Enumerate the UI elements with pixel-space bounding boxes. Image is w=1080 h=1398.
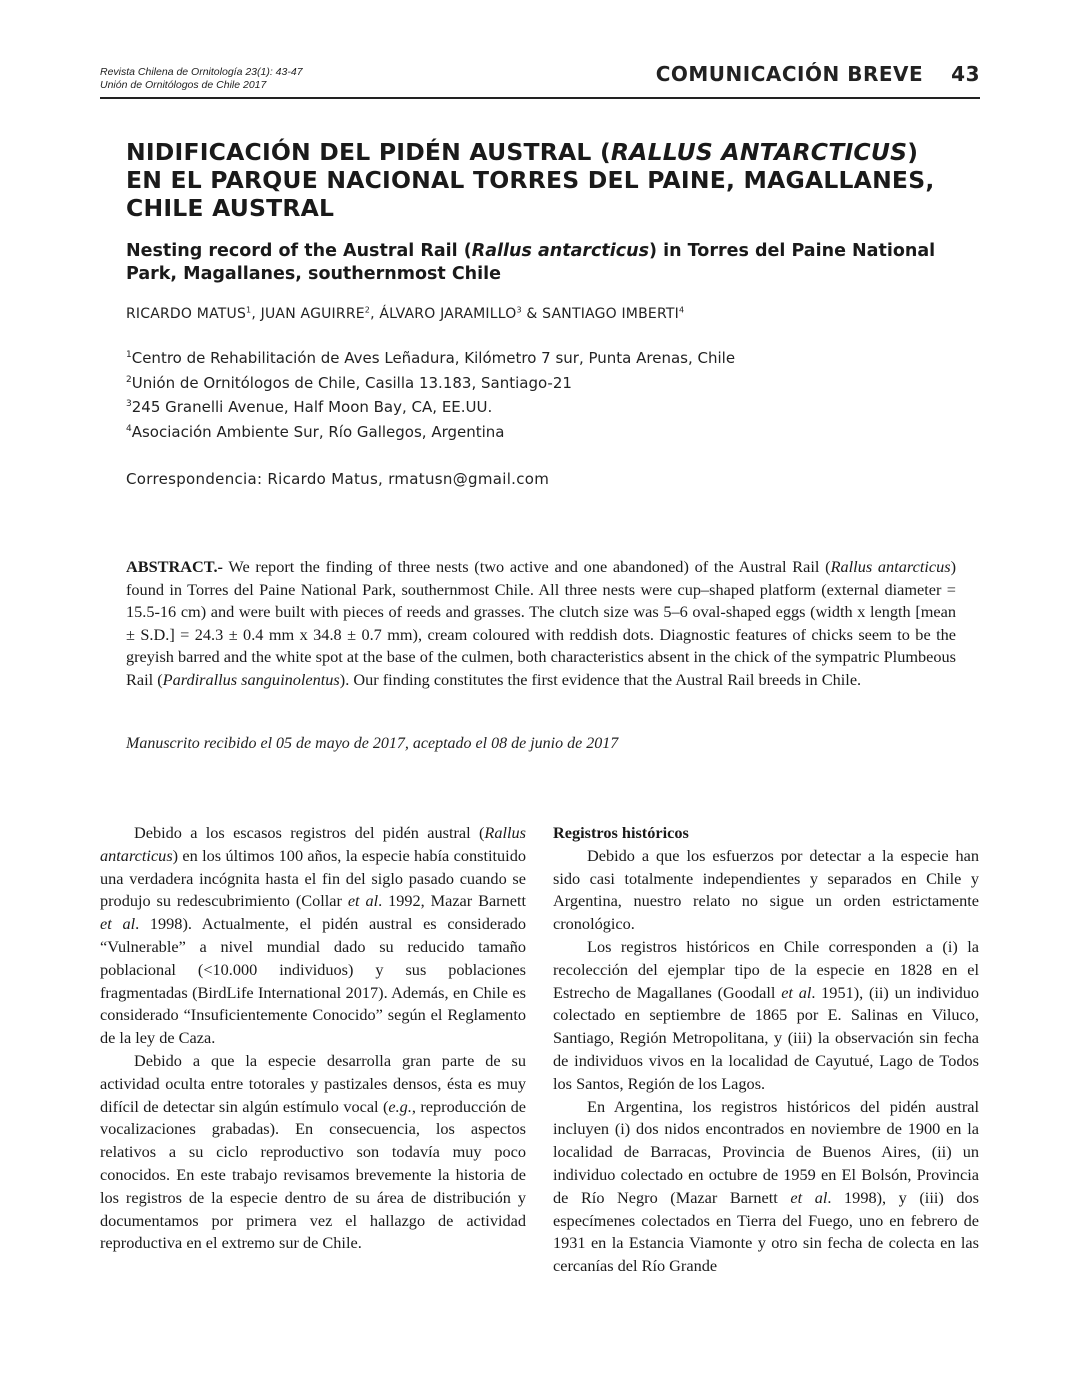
author-separator: , bbox=[370, 305, 380, 322]
abstract-text: We report the finding of three nests (two active and one abandoned) of the Austral Rail ( bbox=[222, 557, 831, 576]
body-column-right bbox=[553, 822, 979, 1278]
text-run: . 1998), y (iii) dos especímenes colectados en Tierra del Fuego, uno en febrero de 1931 en la Estancia Viamonte y otro sin fecha de colecta en las cercanías del Río Grande bbox=[553, 1187, 979, 1276]
paragraph bbox=[100, 1050, 526, 1255]
title-es-part: ) EN EL PARQUE NACIONAL TORRES DEL PAINE, MAGALLANES, CHILE AUSTRAL bbox=[126, 138, 935, 222]
author-name: ÁLVARO JARAMILLO bbox=[379, 305, 517, 322]
affiliation-text: Unión de Ornitólogos de Chile, Casilla 13.183, Santiago-21 bbox=[131, 373, 572, 392]
affiliation-text: Asociación Ambiente Sur, Río Gallegos, Argentina bbox=[131, 422, 505, 441]
header-divider bbox=[100, 97, 980, 99]
author-name: SANTIAGO IMBERTI bbox=[542, 305, 679, 322]
citation-etal: et al bbox=[347, 891, 379, 911]
text-run: Los registros históricos en Chile corresponden a (i) la recolección del ejemplar tipo de la especie en 1828 en el Estrecho de Magallanes (Goodall bbox=[553, 936, 979, 1002]
author bbox=[542, 306, 684, 322]
body-column-left bbox=[100, 822, 526, 1255]
title-spanish bbox=[126, 138, 956, 222]
affiliation-mark: 2 bbox=[126, 374, 132, 385]
page-number: 43 bbox=[951, 62, 980, 86]
affiliation-mark: 1 bbox=[126, 350, 132, 360]
paragraph: Debido a que los esfuerzos por detectar a la especie han sido casi totalmente independientes y separados en Chile y Argentina, nuestro relato no sigue un orden estrictamente cronológico. bbox=[553, 845, 979, 934]
section-label: COMUNICACIÓN BREVE bbox=[655, 62, 924, 86]
affiliation-mark: 3 bbox=[126, 399, 132, 409]
title-es-species: RALLUS ANTARCTICUS bbox=[610, 138, 908, 166]
correspondence-line: Correspondencia: Ricardo Matus, rmatusn@gmail.com bbox=[126, 470, 550, 488]
affiliation bbox=[126, 394, 735, 419]
section-header bbox=[656, 62, 980, 86]
author-name: JUAN AGUIRRE bbox=[260, 305, 365, 322]
section-heading: Registros históricos bbox=[553, 823, 689, 842]
citation-etal: et al bbox=[781, 982, 812, 1002]
abstract-species: Rallus antarcticus bbox=[830, 557, 951, 576]
affiliation bbox=[126, 345, 735, 370]
author bbox=[379, 306, 542, 322]
abstract-species: Pardirallus sanguinolentus bbox=[162, 669, 340, 689]
affiliation-text: 245 Granelli Avenue, Half Moon Bay, CA, EE.UU. bbox=[131, 398, 493, 416]
text-run: , reproducción de vocalizaciones grabadas). En consecuencia, los aspectos relativos a su ciclo reproductivo son todavía muy poco conocidos. En este trabajo revisamos brevemente la historia de los registros de la especie dentro de su área de distribución y documentamos por primera vez el hallazgo de actividad reproductiva en el extremo sur de Chile. bbox=[100, 1096, 527, 1253]
author-list bbox=[126, 305, 684, 322]
text-run: . 1951), (ii) un individuo colectado en septiembre de 1865 por E. Salinas en Viluco, Santiago, Región Metropolitana, y (iii) la observación sin fecha de individuos vivos en la localidad de Cayutué, Lago de Todos los Santos, Región de los Lagos. bbox=[553, 982, 980, 1093]
journal-publisher: Unión de Ornitólogos de Chile 2017 bbox=[100, 79, 267, 91]
text-run: ) en los últimos 100 años, la especie había constituido una verdadera incógnita hasta el fin del siglo pasado cuando se produjo su redescubrimiento (Collar bbox=[100, 845, 526, 911]
title-english bbox=[126, 240, 966, 286]
text-run: En Argentina, los registros históricos del pidén austral incluyen (i) dos nidos encontrados en noviembre de 1900 en la localidad de Barracas, Provincia de Buenos Aires, (ii) un individuo colectado en octubre de 1959 en El Bolsón, Provincia de Río Negro (Mazar Barnett bbox=[553, 1096, 979, 1207]
abstract-text: ). Our finding constitutes the first evidence that the Austral Rail breeds in Chile. bbox=[339, 669, 862, 689]
author-affil-mark: 1 bbox=[246, 305, 252, 314]
abstract-text: ) found in Torres del Paine National Park, southernmost Chile. All three nests were cup–shaped platform (external diameter = 15.5-16 cm) and were built with pieces of reeds and grasses. The clutch size was 5–6 oval-shaped eggs (width x length [mean ± S.D.] = 24.3 ± 0.4 mm x 34.8 ± 0.7 mm), cream coloured with reddish dots. Diagnostic features of chicks seem to be the greyish barred and the white spot at the base of the culmen, both characteristics absent in the chick of the sympatric Plumbeous Rail ( bbox=[126, 557, 956, 689]
affiliation-list bbox=[126, 345, 735, 443]
title-en-part: ) in Torres del Paine National Park, Magallanes, southernmost Chile bbox=[126, 241, 936, 284]
text-run: . 1998). Actualmente, el pidén austral es considerado “Vulnerable” a nivel mundial dado su reducido tamaño poblacional (<10.000 individuos) y sus poblaciones fragmentadas (BirdLife International 2017). Además, en Chile es considerado “Insuficientemente Conocido” según el Reglamento de la ley de Caza. bbox=[100, 914, 526, 1048]
author-separator: & bbox=[521, 305, 543, 322]
citation-etal: et al bbox=[100, 914, 136, 934]
author-name: RICARDO MATUS bbox=[126, 305, 247, 322]
affiliation-text: Centro de Rehabilitación de Aves Leñadura, Kilómetro 7 sur, Punta Arenas, Chile bbox=[131, 349, 736, 367]
journal-citation: Revista Chilena de Ornitología 23(1): 43-47 bbox=[100, 66, 303, 78]
text-run: Debido a los escasos registros del pidén austral ( bbox=[134, 823, 485, 842]
author-affil-mark: 3 bbox=[516, 305, 522, 314]
text-run: . 1992, Mazar Barnett bbox=[378, 891, 527, 911]
affiliation bbox=[126, 370, 735, 395]
affiliation bbox=[126, 419, 735, 444]
author-affil-mark: 2 bbox=[364, 305, 371, 314]
author-separator: , bbox=[251, 305, 261, 322]
species-name: Rallus antarcticus bbox=[100, 823, 526, 865]
author bbox=[261, 306, 380, 322]
italic-abbrev: e.g. bbox=[388, 1096, 412, 1116]
abstract-lead: ABSTRACT.- bbox=[126, 557, 223, 576]
abstract bbox=[126, 556, 956, 692]
author bbox=[126, 306, 261, 322]
affiliation-mark: 4 bbox=[126, 423, 132, 434]
paragraph bbox=[553, 1096, 979, 1278]
received-date: Manuscrito recibido el 05 de mayo de 2017, aceptado el 08 de junio de 2017 bbox=[126, 735, 619, 752]
title-es-part: NIDIFICACIÓN DEL PIDÉN AUSTRAL ( bbox=[126, 138, 611, 166]
citation-etal: et al bbox=[790, 1187, 828, 1207]
author-affil-mark: 4 bbox=[678, 305, 685, 314]
journal-header bbox=[100, 66, 303, 92]
text-run: Debido a que la especie desarrolla gran parte de su actividad oculta entre totorales y pastizales densos, ésta es muy difícil de detectar sin algún estímulo vocal ( bbox=[100, 1050, 526, 1116]
paragraph bbox=[553, 936, 979, 1096]
title-en-species: Rallus antarcticus bbox=[471, 241, 650, 261]
paragraph bbox=[100, 822, 526, 1050]
title-en-part: Nesting record of the Austral Rail ( bbox=[126, 241, 472, 261]
